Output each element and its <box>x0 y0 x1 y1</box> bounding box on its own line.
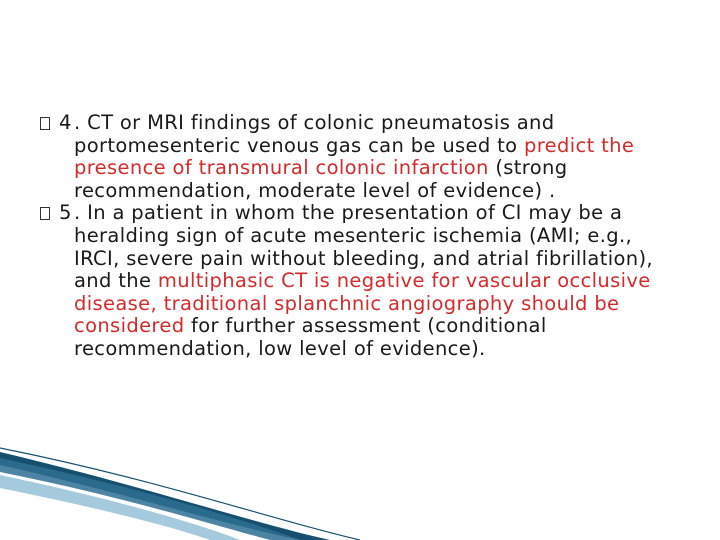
box-icon <box>40 117 50 130</box>
bullet-text: . In a patient in whom the presentation of CI may be a heralding sign of acute mesenteric ischemia (AMI; e.g., IRCI, severe pain without bleeding, and atrial fibrillation), and the <box>74 201 653 293</box>
decorative-swoosh <box>0 430 720 540</box>
box-icon <box>40 207 50 220</box>
bullet-text: for further assessment (conditional recommendation, low level of evidence). <box>74 314 547 360</box>
bullet-text: (strong recommendation, moderate level of evidence) . <box>74 156 568 202</box>
bullet-item-5 <box>40 202 680 360</box>
bullet-text: . CT or MRI findings of colonic pneumatosis and portomesenteric venous gas can be used to <box>74 111 555 157</box>
bullet-item-4 <box>40 112 680 202</box>
highlighted-text: predict the presence of transmural colonic infarction <box>74 133 635 180</box>
highlighted-text: multiphasic CT is negative for vascular occlusive disease, traditional splanchnic angiography should be considered <box>74 269 651 338</box>
bullet-number: 4 <box>59 111 72 134</box>
bullet-number: 5 <box>59 201 72 225</box>
swoosh-mid <box>0 458 300 540</box>
bullet-list <box>40 112 680 361</box>
